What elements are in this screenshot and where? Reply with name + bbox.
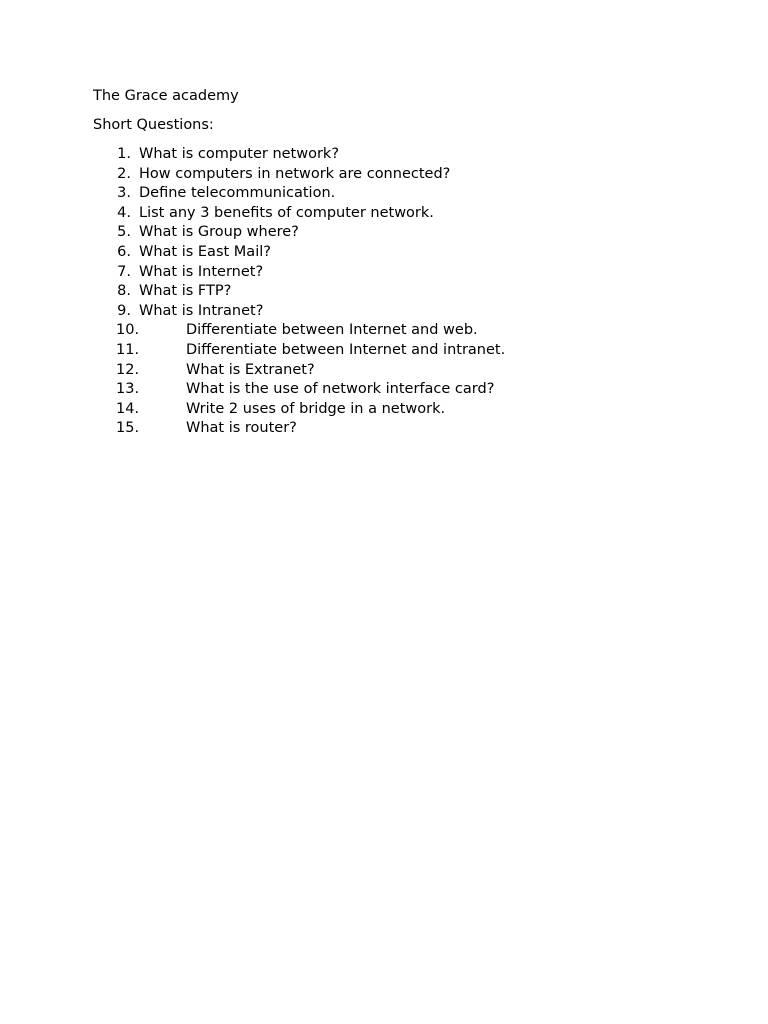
- question-number: 13.: [116, 381, 140, 398]
- question-text: What is East Mail?: [139, 243, 271, 260]
- question-number: 6.: [117, 243, 131, 260]
- question-text: Define telecommunication.: [139, 185, 336, 202]
- question-text: List any 3 benefits of computer network.: [139, 204, 434, 221]
- question-number: 10.: [116, 322, 140, 339]
- question-number: 14.: [116, 400, 140, 417]
- question-text: Differentiate between Internet and intranet.: [186, 341, 506, 358]
- question-number: 7.: [117, 263, 131, 280]
- question-number: 1.: [117, 146, 131, 162]
- question-number: 2.: [117, 165, 131, 182]
- question-number: 5.: [117, 224, 131, 241]
- section-heading: Short Questions:: [93, 117, 214, 133]
- question-number: 12.: [116, 361, 140, 378]
- question-number: 3.: [117, 185, 131, 202]
- school-name: The Grace academy: [93, 88, 239, 104]
- question-number: 9.: [117, 302, 131, 319]
- question-text: What is router?: [186, 420, 297, 437]
- question-text: What is computer network?: [139, 146, 340, 162]
- question-text: Write 2 uses of bridge in a network.: [186, 400, 446, 417]
- question-number: 11.: [116, 341, 140, 358]
- question-text: What is Intranet?: [139, 302, 264, 319]
- question-number: 4.: [117, 204, 131, 221]
- question-text: What is the use of network interface card?: [186, 381, 495, 398]
- question-text: What is Extranet?: [186, 361, 315, 378]
- question-text: Differentiate between Internet and web.: [186, 322, 478, 339]
- question-number: 15.: [116, 420, 140, 437]
- question-number: 8.: [117, 283, 131, 300]
- question-text: How computers in network are connected?: [139, 165, 451, 182]
- question-text: What is Internet?: [139, 263, 264, 280]
- question-text: What is FTP?: [139, 283, 232, 300]
- question-text: What is Group where?: [139, 224, 299, 241]
